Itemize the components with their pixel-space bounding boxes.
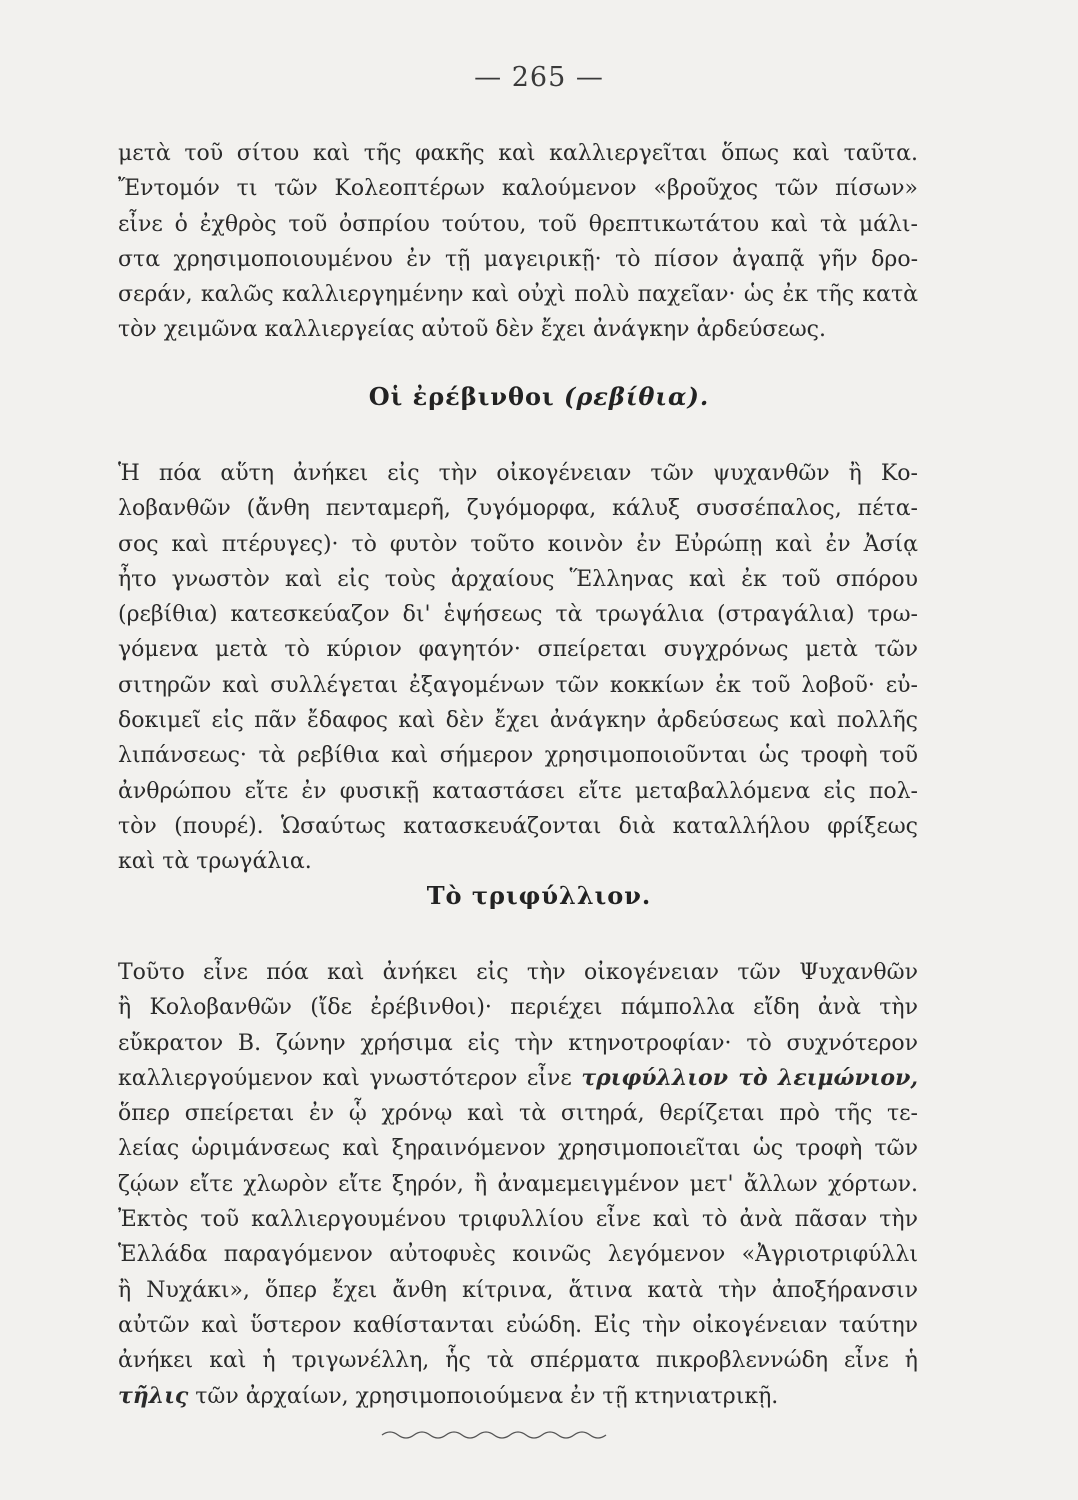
text-line: δοκιμεῖ εἰς πᾶν ἔδαφος καὶ δὲν ἔχει ἀνάγκην ἀρδεύσεως καὶ πολλῆς (118, 708, 918, 734)
text-line: εὔκρατον Β. ζώνην χρήσιμα εἰς τὴν κτηνοτροφίαν· τὸ συχνότερον (118, 1030, 918, 1056)
text-line: Ἐκτὸς τοῦ καλλιεργουμένου τριφυλλίου εἶνε καὶ τὸ ἀνὰ πᾶσαν τὴν (118, 1207, 918, 1233)
text-line: Ἡ πόα αὕτη ἀνήκει εἰς τὴν οἰκογένειαν τῶν ψυχανθῶν ἢ Κο- (118, 461, 918, 486)
text-line: ἦτο γνωστὸν καὶ εἰς τοὺς ἀρχαίους Ἕλληνας καὶ ἐκ τοῦ σπόρου (118, 566, 918, 592)
text-line: σος καὶ πτέρυγες)· τὸ φυτὸν τοῦτο κοινὸν ἐν Εὐρώπῃ καὶ ἐν Ἀσίᾳ (118, 531, 918, 557)
paragraph-peas (118, 136, 918, 348)
text-line: ἢ Νυχάκι», ὅπερ ἔχει ἄνθη κίτρινα, ἅτινα κατὰ τὴν ἀποξήρανσιν (118, 1277, 918, 1303)
paragraph-chickpeas (118, 456, 918, 880)
text-line: ἀνήκει καὶ ἡ τριγωνέλλη, ἧς τὰ σπέρματα πικροβλεννώδη εἶνε ἡ (118, 1348, 918, 1374)
text-line: σιτηρῶν καὶ συλλέγεται ἐξαγομένων τῶν κοκκίων ἐκ τοῦ λοβοῦ· εὐ- (118, 672, 918, 698)
paragraph-clover (118, 955, 918, 1414)
text-line (118, 1061, 918, 1096)
text-line: γόμενα μετὰ τὸ κύριον φαγητόν· σπείρεται συγχρόνως μετὰ τῶν (118, 637, 918, 663)
text-line: μετὰ τοῦ σίτου καὶ τῆς φακῆς καὶ καλλιεργεῖται ὅπως καὶ ταῦτα. (118, 141, 918, 166)
emphasized-term: τριφύλλιον τὸ λειμώνιον, (581, 1064, 918, 1091)
text-line: τὸν (πουρέ). Ὡσαύτως κατασκευάζονται διὰ καταλλήλου φρίξεως (118, 813, 918, 839)
text-segment: τῶν ἀρχαίων, χρησιμοποιούμενα ἐν τῇ κτηνιατρικῇ. (188, 1383, 779, 1409)
text-line: ἢ Κολοβανθῶν (ἴδε ἐρέβινθοι)· περιέχει πάμπολλα εἴδη ἀνὰ τὴν (118, 995, 918, 1021)
page-number: — 265 — (474, 62, 604, 93)
text-line: τὸν χειμῶνα καλλιεργείας αὐτοῦ δὲν ἔχει ἀνάγκην ἀρδεύσεως. (118, 317, 826, 343)
text-line: στα χρησιμοποιουμένου ἐν τῇ μαγειρικῇ· τὸ πίσον ἀγαπᾷ γῆν δρο- (118, 246, 918, 272)
text-line: καὶ τὰ τρωγάλια. (118, 849, 312, 875)
section-heading-chickpeas (0, 382, 1078, 411)
text-line: (ρεβίθια) κατεσκεύαζον δι' ἑψήσεως τὰ τρωγάλια (στραγάλια) τρω- (118, 602, 918, 628)
emphasized-term: τῆλις (118, 1382, 189, 1409)
text-line: λείας ὡριμάνσεως καὶ ξηραινόμενον χρησιμοποιεῖται ὡς τροφὴ τῶν (118, 1136, 918, 1162)
text-line: λιπάνσεως· τὰ ρεβίθια καὶ σήμερον χρησιμοποιοῦνται ὡς τροφὴ τοῦ (118, 743, 918, 769)
text-line: ἀνθρώπου εἴτε ἐν φυσικῇ καταστάσει εἴτε μεταβαλλόμενα εἰς πολ- (118, 778, 918, 804)
text-line: Τοῦτο εἶνε πόα καὶ ἀνήκει εἰς τὴν οἰκογένειαν τῶν Ψυχανθῶν (118, 960, 918, 985)
text-line: ζῴων εἴτε χλωρὸν εἴτε ξηρόν, ἢ ἀναμεμειγμένον μετ' ἄλλων χόρτων. (118, 1171, 918, 1197)
text-line: Ἑλλάδα παραγόμενον αὐτοφυὲς κοινῶς λεγόμενον «Ἀγριοτριφύλλι (118, 1242, 918, 1268)
section-heading-clover: Τὸ τριφύλλιον. (426, 881, 652, 910)
text-line: σεράν, καλῶς καλλιεργημένην καὶ οὐχὶ πολὺ παχεῖαν· ὡς ἐκ τῆς κατὰ (118, 282, 918, 308)
wavy-line-ornament (380, 1425, 610, 1445)
text-line: λοβανθῶν (ἄνθη πενταμερῆ, ζυγόμορφα, κάλυξ συσσέπαλος, πέτα- (118, 496, 918, 522)
text-line: Ἔντομόν τι τῶν Κολεοπτέρων καλούμενον «βροῦχος τῶν πίσων» (118, 176, 918, 202)
heading-main: Οἱ ἐρέβινθοι (368, 382, 555, 411)
text-line: εἶνε ὁ ἐχθρὸς τοῦ ὀσπρίου τούτου, τοῦ θρεπτικωτάτου καὶ τὰ μάλι- (118, 211, 918, 237)
heading-paren: (ρεβίθια). (563, 382, 710, 411)
text-line: αὐτῶν καὶ ὕστερον καθίστανται εὐώδη. Εἰς τὴν οἰκογένειαν ταύτην (118, 1312, 918, 1338)
text-line: ὅπερ σπείρεται ἐν ᾧ χρόνῳ καὶ τὰ σιτηρά, θερίζεται πρὸ τῆς τε- (118, 1101, 918, 1127)
text-segment: καλλιεργούμενον καὶ γνωστότερον εἶνε (118, 1065, 582, 1091)
text-line (118, 1379, 918, 1414)
